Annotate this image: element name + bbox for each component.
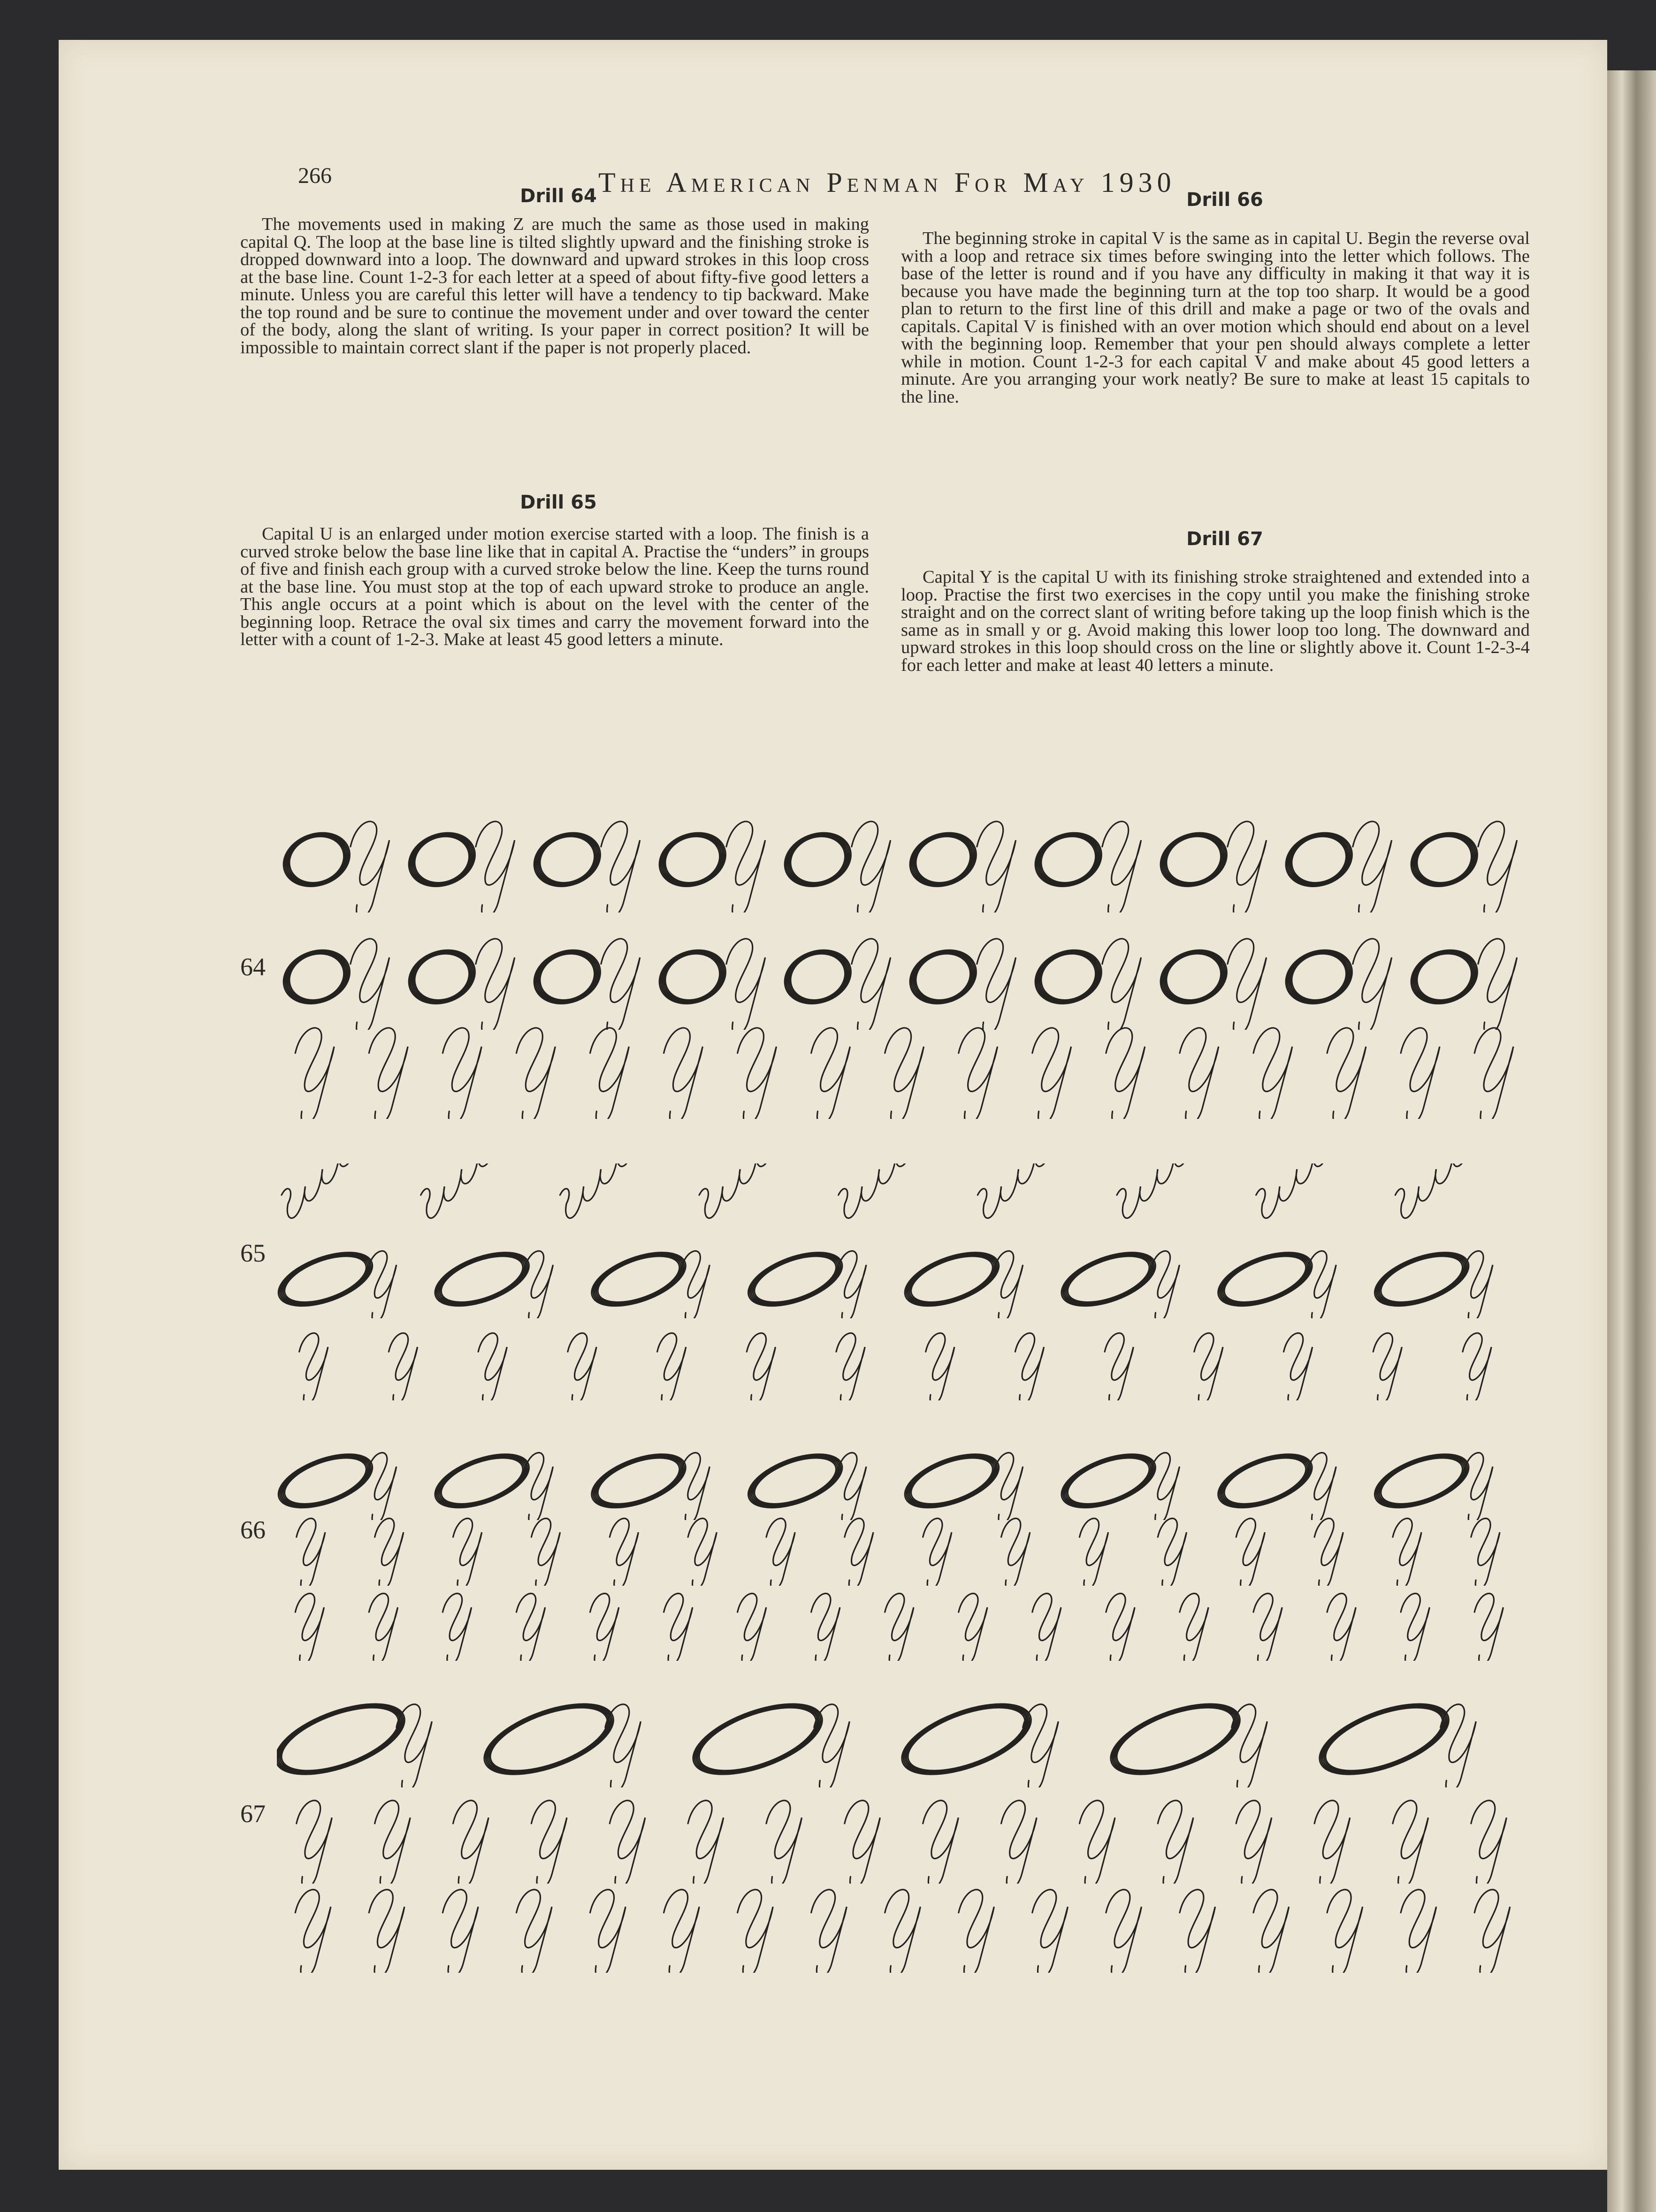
script-letter <box>1474 1594 1503 1661</box>
script-letter <box>1001 1519 1030 1586</box>
drill-65-heading: Drill 65 <box>520 492 597 513</box>
script-letter <box>885 1028 924 1119</box>
drill-66-heading: Drill 66 <box>1186 189 1263 211</box>
script-letter <box>389 1333 417 1400</box>
script-letter <box>375 1519 404 1586</box>
script-letter <box>885 1594 914 1661</box>
script-letter <box>885 1890 921 1973</box>
script-letter <box>601 821 640 912</box>
retraced-oval <box>277 1704 404 1774</box>
script-letter <box>923 1519 952 1586</box>
retraced-oval <box>902 1704 1031 1774</box>
retraced-oval <box>659 833 725 886</box>
retraced-oval <box>1111 1704 1240 1774</box>
drill-67-label: 67 <box>240 1800 266 1828</box>
script-letter <box>1032 1890 1068 1973</box>
script-letter <box>1194 1333 1223 1400</box>
script-letter <box>688 1519 717 1586</box>
retraced-oval <box>1218 1253 1312 1306</box>
script-letter <box>1079 1801 1115 1884</box>
script-letter <box>1180 1594 1208 1661</box>
drill-67-heading: Drill 67 <box>1186 528 1263 550</box>
script-letter <box>351 821 389 912</box>
retraced-oval <box>785 833 851 886</box>
script-letter <box>1474 1890 1510 1973</box>
retraced-oval <box>409 950 475 1003</box>
script-letter <box>845 1801 880 1884</box>
retraced-oval <box>484 1704 613 1774</box>
script-letter <box>1327 1594 1356 1661</box>
script-letter <box>1314 1801 1350 1884</box>
script-letter <box>688 1801 724 1884</box>
script-letter <box>1032 1028 1071 1119</box>
script-letter <box>1401 1890 1436 1973</box>
drill-66-row-v-1 <box>277 1506 1530 1586</box>
script-letter <box>923 1801 959 1884</box>
retraced-oval <box>1160 833 1227 886</box>
drill-67-row-y-2 <box>277 1874 1530 1973</box>
script-letter <box>297 1519 325 1586</box>
drill-65-label: 65 <box>240 1239 266 1267</box>
script-letter <box>1106 1890 1142 1973</box>
script-letter <box>1105 1333 1133 1400</box>
script-letter <box>369 1028 408 1119</box>
script-letter <box>531 1801 567 1884</box>
script-letter <box>295 1028 334 1119</box>
script-letter <box>1236 1801 1272 1884</box>
drill-64-row-oval-q <box>277 805 1530 912</box>
retraced-oval <box>693 1704 822 1774</box>
retraced-oval <box>592 1454 686 1508</box>
script-letter <box>845 1519 873 1586</box>
retraced-oval <box>748 1454 842 1508</box>
script-letter <box>959 1890 994 1973</box>
script-letter <box>590 1890 626 1973</box>
retraced-oval <box>1286 950 1352 1003</box>
under-motion-group <box>560 1163 650 1218</box>
script-letter <box>516 1028 555 1119</box>
script-letter <box>369 1594 397 1661</box>
script-letter <box>1474 1028 1513 1119</box>
retraced-oval <box>748 1253 842 1306</box>
retraced-oval <box>283 833 350 886</box>
script-letter <box>1236 1519 1265 1586</box>
retraced-oval <box>1218 1454 1312 1508</box>
drill-67-row-oval-y <box>277 1689 1530 1787</box>
script-letter <box>299 1333 328 1400</box>
under-motion-group <box>421 1163 511 1218</box>
script-letter <box>1471 1519 1500 1586</box>
drill-66-label: 66 <box>240 1516 266 1544</box>
script-letter <box>568 1333 596 1400</box>
page-number: 266 <box>298 163 332 188</box>
retraced-oval <box>1411 950 1477 1003</box>
under-motion-group <box>1256 1163 1347 1218</box>
under-motion-group <box>282 1163 372 1218</box>
retraced-oval <box>1375 1253 1469 1306</box>
script-letter <box>959 1594 987 1661</box>
script-letter <box>476 821 515 912</box>
script-letter <box>1001 1801 1037 1884</box>
script-letter <box>443 1594 471 1661</box>
retraced-oval <box>910 833 976 886</box>
retraced-oval <box>1286 833 1352 886</box>
script-letter <box>453 1801 488 1884</box>
script-letter <box>747 1333 775 1400</box>
script-letter <box>1253 1890 1289 1973</box>
page-edge <box>1607 70 1656 2212</box>
drill-66-row-v-2 <box>277 1581 1530 1661</box>
retraced-oval <box>534 833 600 886</box>
script-letter <box>1314 1519 1343 1586</box>
script-letter <box>926 1333 954 1400</box>
script-letter <box>1228 821 1267 912</box>
retraced-oval <box>278 1454 372 1508</box>
script-letter <box>1327 1028 1366 1119</box>
script-letter <box>1401 1028 1440 1119</box>
script-letter <box>1253 1594 1282 1661</box>
drill-65-row-u <box>277 1321 1530 1400</box>
script-letter <box>531 1519 560 1586</box>
script-letter <box>297 1801 332 1884</box>
script-letter <box>516 1594 545 1661</box>
script-letter <box>738 1594 766 1661</box>
script-letter <box>1393 1519 1421 1586</box>
under-motion-group <box>699 1163 790 1218</box>
script-letter <box>738 1028 777 1119</box>
retraced-oval <box>1320 1704 1449 1774</box>
retraced-oval <box>1035 950 1101 1003</box>
retraced-oval <box>910 950 976 1003</box>
under-motion-group <box>1117 1163 1207 1218</box>
retraced-oval <box>1061 1253 1155 1306</box>
script-letter <box>657 1333 686 1400</box>
retraced-oval <box>905 1454 999 1508</box>
script-letter <box>811 1890 847 1973</box>
script-letter <box>664 1028 703 1119</box>
script-letter <box>1158 1801 1193 1884</box>
script-letter <box>1393 1801 1428 1884</box>
drill-64-row-z <box>277 1011 1530 1119</box>
drill-66-text: The beginning stroke in capital V is the same as in capital U. Begin the reverse oval with a loop and retrace six times before swinging into the letter which follows. The base of the letter is round and if you have any difficulty in making it that way it is because you have made the beginning turn at the top too sharp. It would be a good plan to return to the first line of this drill and make a page or two of the ovals and capitals. Capital V is finished with an over motion which should end about on a level with the beginning loop. Remember that your pen should always complete a letter while in motion. Count 1-2-3 for each capital V and make about 45 good letters a minute. Are you arranging your work neatly? Be sure to make at least 15 capitals to the line. <box>901 228 1530 407</box>
drill-67-row-y-1 <box>277 1785 1530 1884</box>
script-letter <box>1353 821 1392 912</box>
script-letter <box>836 1333 865 1400</box>
script-letter <box>1158 1519 1186 1586</box>
retraced-oval <box>1061 1454 1155 1508</box>
script-letter <box>766 1801 802 1884</box>
script-letter <box>1463 1333 1491 1400</box>
under-motion-group <box>977 1163 1068 1218</box>
script-letter <box>852 821 891 912</box>
script-letter <box>811 1594 840 1661</box>
retraced-oval <box>283 950 350 1003</box>
drill-65-row-unders <box>277 1163 1530 1243</box>
script-letter <box>1106 1028 1145 1119</box>
script-letter <box>295 1594 324 1661</box>
retraced-oval <box>435 1454 529 1508</box>
retraced-oval <box>1375 1454 1469 1508</box>
retraced-oval <box>659 950 725 1003</box>
retraced-oval <box>1035 833 1101 886</box>
under-motion-group <box>1395 1163 1486 1218</box>
running-head: The American Penman For May 1930 <box>598 167 1176 198</box>
script-letter <box>1015 1333 1044 1400</box>
retraced-oval <box>409 833 475 886</box>
script-letter <box>1180 1028 1219 1119</box>
script-letter <box>1079 1519 1108 1586</box>
retraced-oval <box>592 1253 686 1306</box>
retraced-oval <box>785 950 851 1003</box>
script-letter <box>977 821 1016 912</box>
script-letter <box>1373 1333 1402 1400</box>
script-letter <box>478 1333 507 1400</box>
script-letter <box>590 1594 619 1661</box>
script-letter <box>1471 1801 1507 1884</box>
script-letter <box>610 1519 638 1586</box>
script-letter <box>766 1519 795 1586</box>
script-letter <box>1102 821 1141 912</box>
drill-65-row-oval-u <box>277 1239 1530 1318</box>
script-letter <box>726 821 765 912</box>
script-letter <box>959 1028 998 1119</box>
retraced-oval <box>278 1253 372 1306</box>
drill-64-text: The movements used in making Z are much the same as those used in making capital Q. The loop at the base line is tilted slightly upward and the finishing stroke is dropped downward into a loop. The downward and upward strokes in this loop cross at the base line. Count 1-2-3 for each letter at a speed of about fifty-five good letters a minute. Unless you are careful this letter will have a tendency to tip backward. Make the top round and be sure to continue the movement under and over toward the center of the body, along the slant of writing. Is your paper in correct position? It will be impossible to maintain correct slant if the paper is not properly placed. <box>240 214 869 357</box>
script-letter <box>811 1028 850 1119</box>
drill-67-text: Capital Y is the capital U with its finishing stroke straightened and extended into a loop. Practise the first two exercises in the copy until you make the finishing stroke straight and on the correct slant of writing before taking up the loop finish which is the same as in small y or g. Avoid making this lower loop too long. The downward and upward strokes in this loop should cross on the line or slightly above it. Count 1-2-3-4 for each letter and make at least 40 letters a minute. <box>901 567 1530 675</box>
script-letter <box>664 1890 700 1973</box>
script-letter <box>738 1890 773 1973</box>
script-letter <box>443 1028 481 1119</box>
under-motion-group <box>839 1163 929 1218</box>
script-letter <box>453 1519 481 1586</box>
script-letter <box>590 1028 629 1119</box>
script-letter <box>375 1801 411 1884</box>
script-letter <box>1106 1594 1135 1661</box>
drill-64-label: 64 <box>240 953 266 981</box>
script-letter <box>610 1801 645 1884</box>
script-letter <box>664 1594 693 1661</box>
script-letter <box>1180 1890 1215 1973</box>
script-letter <box>443 1890 478 1973</box>
script-letter <box>369 1890 404 1973</box>
script-letter <box>1401 1594 1429 1661</box>
script-letter <box>1478 821 1517 912</box>
script-letter <box>1284 1333 1313 1400</box>
retraced-oval <box>1160 950 1227 1003</box>
script-letter <box>1253 1028 1292 1119</box>
retraced-oval <box>435 1253 529 1306</box>
script-letter <box>1327 1890 1363 1973</box>
drill-64-heading: Drill 64 <box>520 185 597 207</box>
script-letter <box>1032 1594 1061 1661</box>
script-letter <box>295 1890 331 1973</box>
retraced-oval <box>905 1253 999 1306</box>
retraced-oval <box>534 950 600 1003</box>
drill-65-text: Capital U is an enlarged under motion exercise started with a loop. The finish is a curved stroke below the base line like that in capital A. Practise the “unders” in groups of five and finish each group with a curved stroke below the line. Keep the turns round at the base line. You must stop at the top of each upward stroke to produce an angle. This angle occurs at a point which is about on the level with the center of the beginning loop. Retrace the oval six times and carry the movement forward into the letter with a count of 1-2-3. Make at least 45 good letters a minute. <box>240 524 869 649</box>
script-letter <box>516 1890 552 1973</box>
retraced-oval <box>1411 833 1477 886</box>
